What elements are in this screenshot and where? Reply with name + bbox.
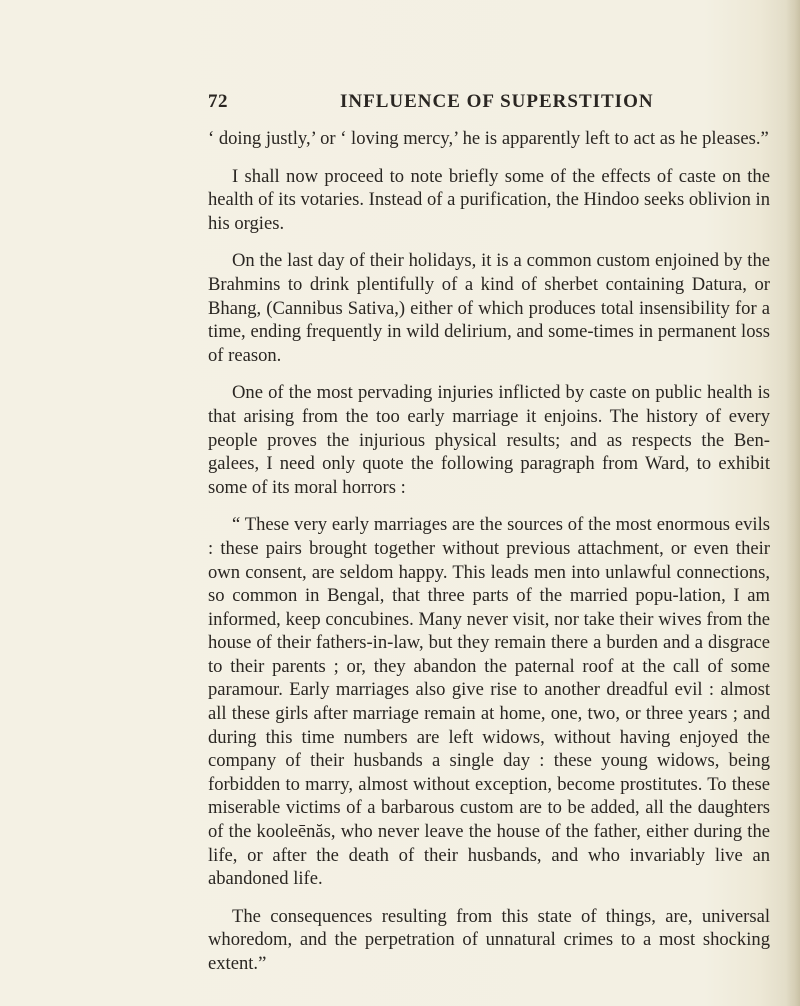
paragraph: I shall now proceed to note briefly some of the effects of caste on the health of its votaries. Instead of a purification, the Hindoo seeks oblivion in his orgies. [208, 165, 770, 234]
paragraph: On the last day of their holidays, it is a common custom enjoined by the Brahmins to drink plentifully of a kind of sherbet containing Datura, or Bhang, (Cannibus Sativa,) either of which produces total insensibility for a time, ending frequently in wild delirium, and some-times in permanent loss of reason. [208, 250, 770, 366]
page-header [208, 91, 768, 117]
quoted-paragraph: “ These very early marriages are the sources of the most enormous evils : these pairs brought together without previous attachment, or even their own consent, are seldom happy. This leads men into unlawful connections, so common in Bengal, that three parts of the married popu-lation, I am informed, keep concubines. Many never visit, nor take their wives from the house of their fathers-in-law, but they remain there a burden and a disgrace to their parents ; or, they abandon the paternal roof at the call of some paramour. Early marriages also give rise to another dreadful evil : almost all these girls after marriage remain at home, one, two, or three years ; and during this time numbers are left widows, without having enjoyed the company of their husbands a single day : these young widows, being forbidden to marry, almost without exception, become prostitutes. To these miserable victims of a barbarous custom are to be added, all the daughters of the kooleēnăs, who never leave the house of the father, either during the life, or after the death of their husbands, and who invariably live an abandoned life. [208, 514, 770, 890]
body-text [208, 127, 770, 976]
quoted-paragraph: The consequences resulting from this state of things, are, universal whoredom, and the perpetration of unnatural crimes to a most shocking extent.” [208, 905, 770, 974]
paragraph: One of the most pervading injuries inflicted by caste on public health is that arising from the too early marriage it enjoins. The history of every people proves the injurious physical results; and as respects the Ben-galees, I need only quote the following paragraph from Ward, to exhibit some of its moral horrors : [208, 382, 770, 498]
running-head: INFLUENCE OF SUPERSTITION [340, 91, 654, 112]
paragraph: ‘ doing justly,’ or ‘ loving mercy,’ he is apparently left to act as he pleases.” [208, 128, 769, 149]
page-number: 72 [208, 91, 228, 112]
page-edge-shadow [786, 0, 800, 1006]
